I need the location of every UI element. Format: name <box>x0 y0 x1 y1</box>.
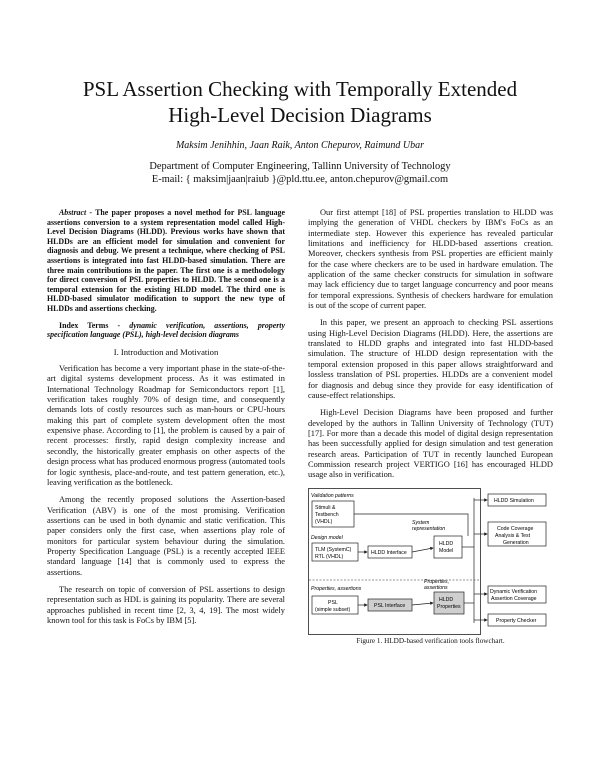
authors: Maksim Jenihhin, Jaan Raik, Anton Chepurov, Raimund Ubar <box>175 140 425 151</box>
title-line-1: PSL Assertion Checking with Temporally Extended <box>82 77 518 101</box>
paragraph: Verification has become a very important phase in the state-of-the-art digital systems development process. As it was estimated in International Technology Roadmap for Semiconductors report [1], verification takes roughly 70% of design time, and consequently demands lots of costly resources such as man-hours or CPU-hours making this part of complete system development often the most expensive phase. According to [1], the problem is caused by a pair of recent processes: firstly, rapid design complexity increase and secondly, the historically greater emphasis on other aspects of the design process what has produced enormous progress (automated tools for logic synthesis, place-and-route, and test pattern generation, etc.), leaving verification as the bottleneck. <box>47 364 285 487</box>
figure-flowchart <box>308 488 548 636</box>
props-assert-line-1: Properties, <box>424 578 450 585</box>
dynamic-verification-line-1: Dynamic Verification <box>490 588 537 595</box>
hldd-properties-box <box>434 592 464 614</box>
hldd-properties-line-1: HLDD <box>439 596 454 603</box>
hldd-model-line-1: HLDD <box>439 540 454 547</box>
code-coverage-line-3: Generation <box>503 539 529 546</box>
props-assert-line-2: assertions <box>424 584 448 591</box>
left-column <box>47 208 285 633</box>
figure-caption: Figure 1. HLDD-based verification tools flowchart. <box>356 636 505 645</box>
paragraph: In this paper, we present an approach to checking PSL assertions using High-Level Decision Diagrams (HLDD). Here, the assertions are translated to HLDD graphs and integrated into fast HLDD-based simulation. The structure of HLDD design representation with the temporal extension proposed in this paper allows straightforward and lossless translation of PSL properties. HLDDs are a convenient model for diagnosis and debug since they provide for easy identification of cause-effect relationships. <box>308 318 553 400</box>
index-terms-label: Index Terms - <box>59 320 121 330</box>
connector <box>354 514 468 536</box>
system-rep-line-1: System <box>412 519 430 526</box>
stimuli-line-1: Stimuli & <box>315 504 336 511</box>
affiliation: Department of Computer Engineering, Tallinn University of Technology <box>149 161 451 172</box>
abstract <box>47 208 285 314</box>
hldd-interface-label: HLDD Interface <box>371 549 407 556</box>
psl-interface-label: PSL Interface <box>374 602 406 609</box>
affiliation-block <box>0 160 600 186</box>
rtl-line: RTL (VHDL) <box>315 553 344 560</box>
hldd-model-line-2: Model <box>439 547 454 554</box>
right-column <box>308 208 553 653</box>
psl-line-2: (simple subset) <box>315 606 351 613</box>
properties-label: Properties, assertions <box>311 585 362 592</box>
index-terms <box>47 321 285 340</box>
email: E-mail: { maksim|jaan|raiub }@pld.ttu.ee, anton.chepurov@gmail.com <box>151 174 449 185</box>
code-coverage-line-2: Analysis & Test <box>495 532 531 539</box>
index-terms-text: dynamic verification, assertions, property specification language (PSL), high-level decision diagrams <box>47 320 285 340</box>
title-line-2: High-Level Decision Diagrams <box>168 103 432 127</box>
dynamic-verification-line-2: Assertion Coverage <box>491 595 537 602</box>
code-coverage-line-1: Code Coverage <box>497 525 534 532</box>
property-checker-label: Property Checker <box>496 617 537 624</box>
hldd-properties-line-2: Properties <box>437 603 461 610</box>
abstract-text: - The paper proposes a novel method for PSL language assertions conversion to a system representation model called High-Level Decision Diagrams (HLDD). Previous works have shown that HLDDs are an efficient model for simulation and convenient for diagnosis and debug. We present a technique, where checking of PSL assertions is integrated into fast HLDD-based simulation. There are three main contributions in the paper. The first one is a methodology for direct conversion of PSL properties to HLDD. The second one is a temporal extension for the existing HLDD model. The third one is HLDD-based simulator modification to support the new type of HLDDs and assertions checking. <box>47 208 285 313</box>
abstract-label: Abstract <box>59 208 87 217</box>
paragraph: Our first attempt [18] of PSL properties translation to HLDD was implying the generation of VHDL checkers by IBM's FoCs as an intermediate step. However this experience has revealed particular limitations and inefficiency for HLDD-based assertions creation. Moreover, checkers synthesis from PSL properties are efficient mainly for the case where checkers are to be used in hardware emulation. The application of the same checker constructs for simulation in software may lack efficiency due to target language concurrency and poor means for temporal expressions. Synthesis of checkers hardware for emulation is out of the scope of current paper. <box>308 208 553 311</box>
tlm-line: TLM (SystemC) <box>315 546 352 553</box>
arrow <box>412 603 433 605</box>
design-model-label: Design model <box>311 534 343 541</box>
section-heading: I. Introduction and Motivation <box>113 346 219 357</box>
paragraph: The research on topic of conversion of PSL assertions to design representation such as HDL is gaining its popularity. There are several approaches published in recent time [2, 3, 4, 19]. The most widely known tool for this task is FoCs by IBM [5]. <box>47 584 285 625</box>
paper-title <box>0 76 600 128</box>
stimuli-line-2: Testbench <box>315 511 339 518</box>
system-rep-line-2: representation <box>412 525 446 532</box>
paragraph: High-Level Decision Diagrams have been proposed and further developed by the authors in Tallinn University of Technology (TUT) [17]. For more than a decade this model of digital design representation has been successfully applied for design simulation and test generation research areas. Participation of TUT in recently launched European Commission research project VERTIGO [16] has encouraged HLDD usage also in verification. <box>308 408 553 480</box>
hldd-model-box <box>434 536 462 558</box>
validation-patterns-label: Validation patterns <box>311 492 354 499</box>
psl-line-1: PSL <box>328 599 338 606</box>
paragraph: Among the recently proposed solutions the Assertion-based Verification (ABV) is one of the most promising. Verification assertions can be used in both dynamic and static verification. This paper considers only the first case, when assertions play role of monitors for particular system behaviour during the simulation. Property Specification Language (PSL) is a recently accepted IEEE standard language [14] that is commonly used to express the assertions. <box>47 495 285 577</box>
arrow <box>412 548 433 552</box>
hldd-simulation-label: HLDD Simulation <box>494 497 534 504</box>
stimuli-line-3: (VHDL) <box>315 518 333 525</box>
